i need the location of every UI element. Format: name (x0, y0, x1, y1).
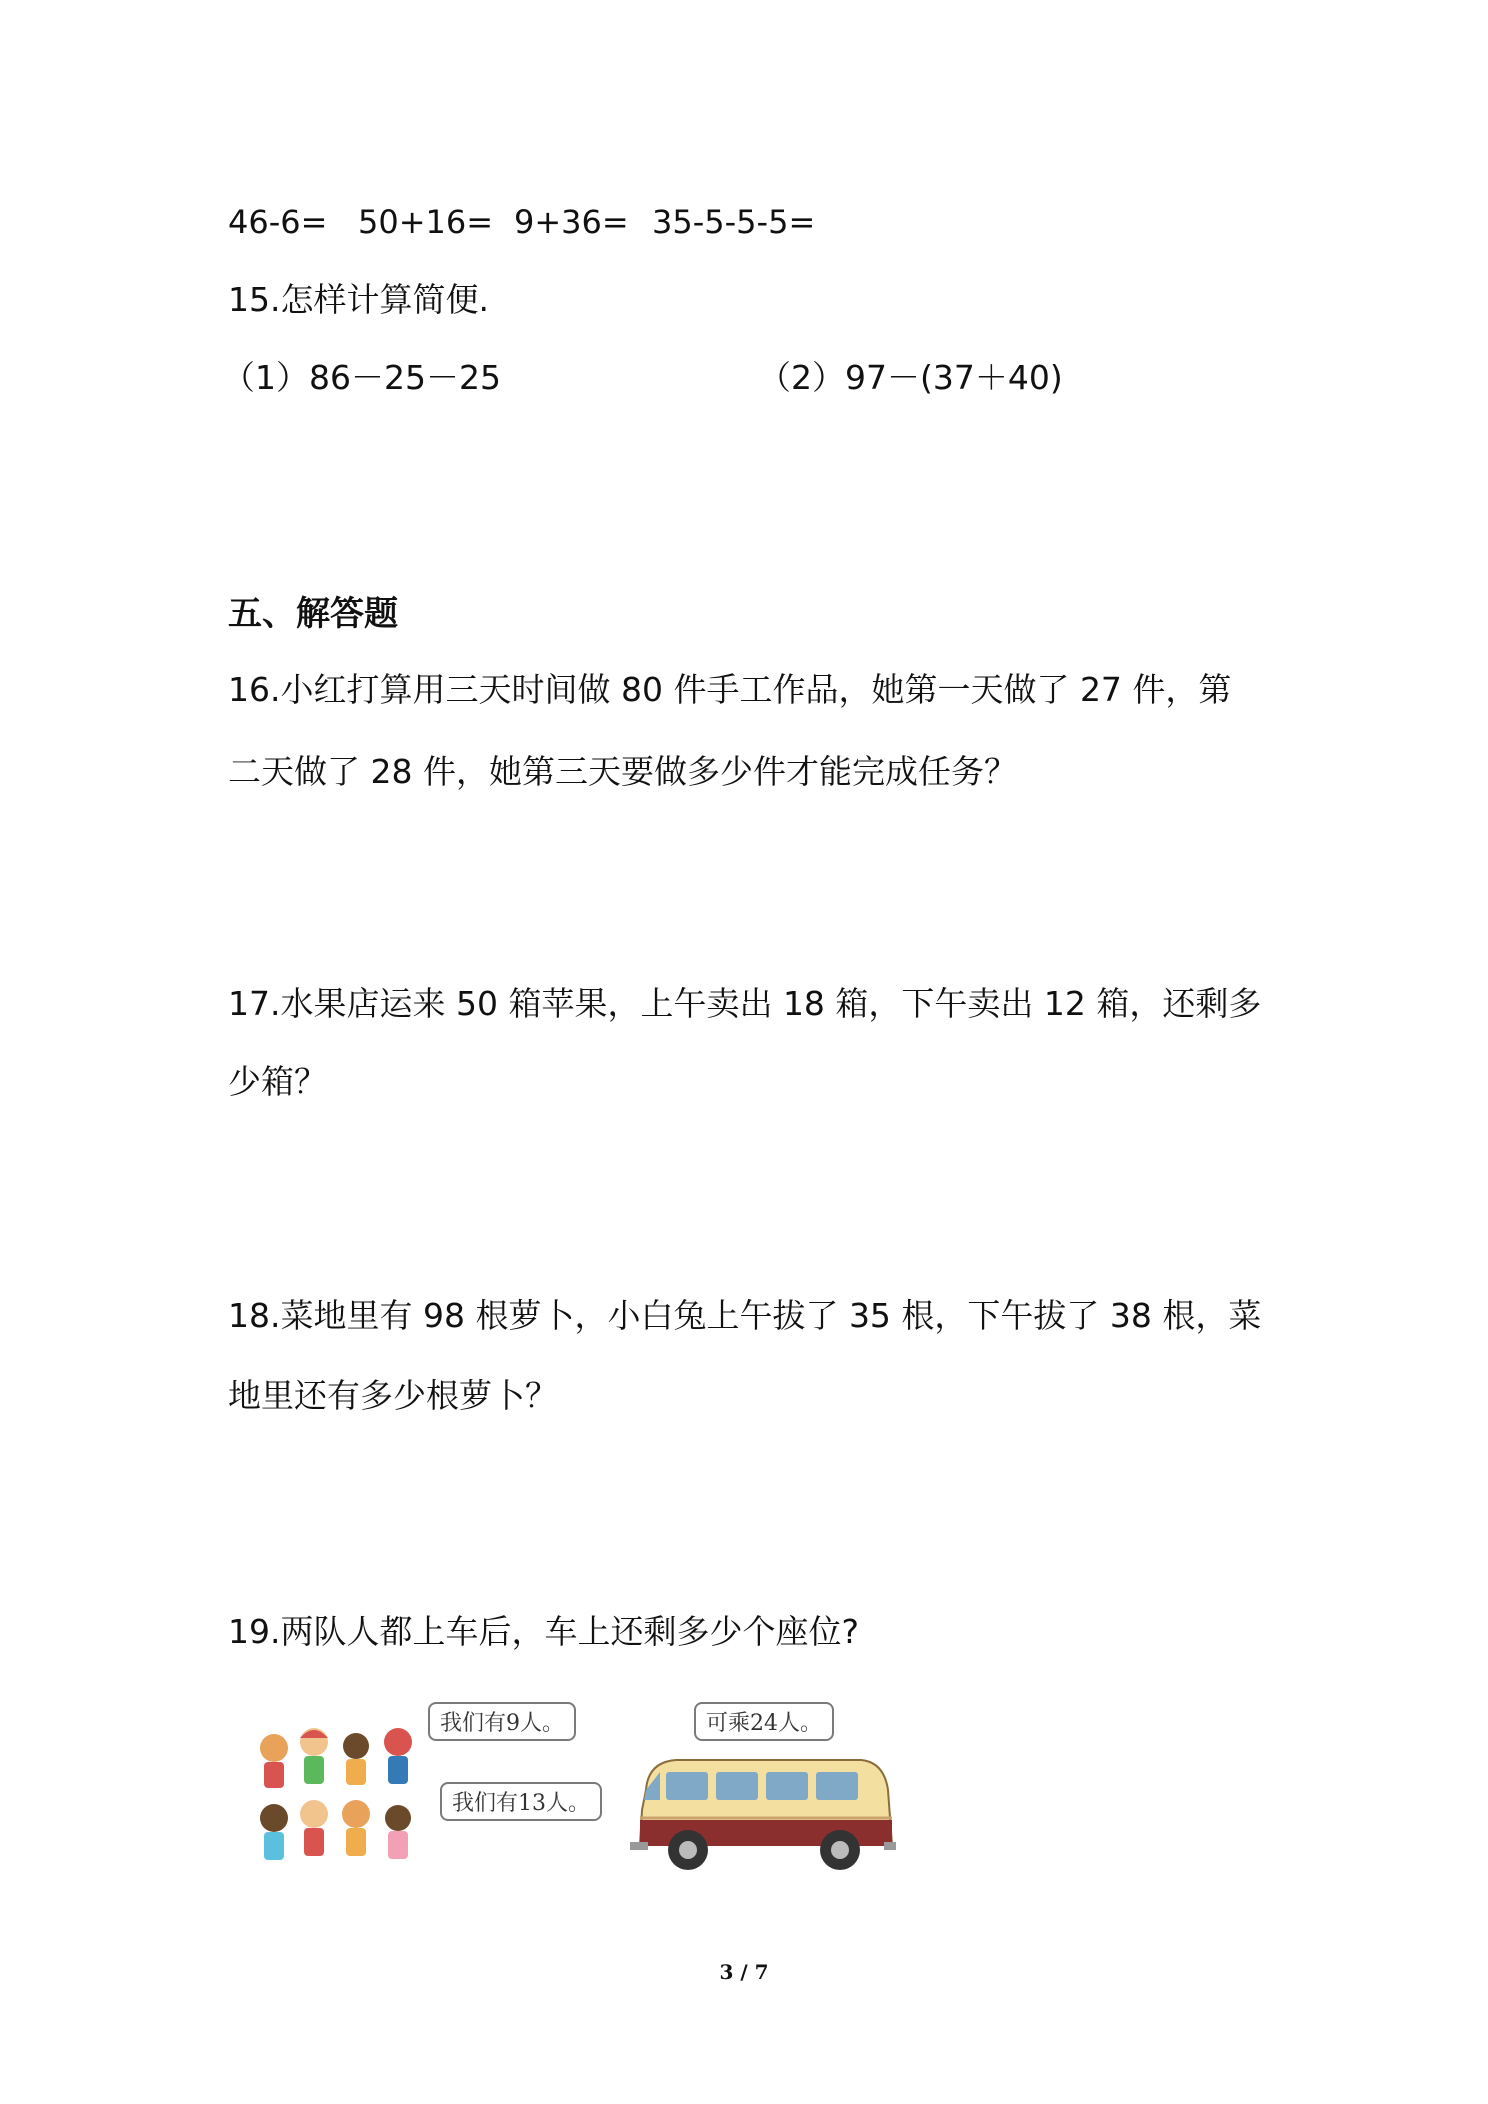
speech-bubble-group2: 我们有13人。 (440, 1782, 602, 1821)
wheel-icon (820, 1830, 860, 1870)
q18-line2: 地里还有多少根萝卜？ (228, 1376, 558, 1415)
q15-part2: （2）97－(37＋40) (758, 358, 1063, 397)
q18-line1: 18.菜地里有 98 根萝卜，小白兔上午拔了 35 根，下午拔了 38 根，菜 (228, 1296, 1262, 1335)
equation-4: 35-5-5-5= (652, 203, 816, 241)
kid-icon (343, 1733, 369, 1785)
wheel-icon (668, 1830, 708, 1870)
speech-bubble-bus: 可乘24人。 (694, 1702, 834, 1741)
kid-icon (300, 1800, 328, 1856)
section-heading: 五、解答题 (228, 594, 398, 634)
kid-icon (384, 1728, 412, 1784)
q17-line2: 少箱？ (228, 1062, 327, 1101)
q17-line1: 17.水果店运来 50 箱苹果，上午卖出 18 箱，下午卖出 12 箱，还剩多 (228, 984, 1262, 1023)
kid-icon (260, 1734, 288, 1788)
kid-icon (342, 1800, 370, 1856)
children-group-illustration (252, 1720, 422, 1870)
equation-1: 46-6= (228, 203, 328, 241)
kid-icon (300, 1728, 328, 1784)
q15-title: 15.怎样计算简便. (228, 280, 489, 319)
kid-icon (260, 1804, 288, 1860)
q19-line1: 19.两队人都上车后，车上还剩多少个座位? (228, 1612, 859, 1651)
bus-illustration (626, 1750, 896, 1880)
q15-part1: （1）86－25－25 (222, 358, 501, 397)
q16-line2: 二天做了 28 件，她第三天要做多少件才能完成任务？ (228, 752, 1017, 791)
speech-bubble-group1: 我们有9人。 (428, 1702, 576, 1741)
q16-line1: 16.小红打算用三天时间做 80 件手工作品，她第一天做了 27 件，第 (228, 670, 1232, 709)
equation-3: 9+36= (514, 203, 629, 241)
equation-2: 50+16= (358, 203, 494, 241)
page-number: 3 / 7 (719, 1960, 769, 1984)
kid-icon (385, 1805, 411, 1859)
